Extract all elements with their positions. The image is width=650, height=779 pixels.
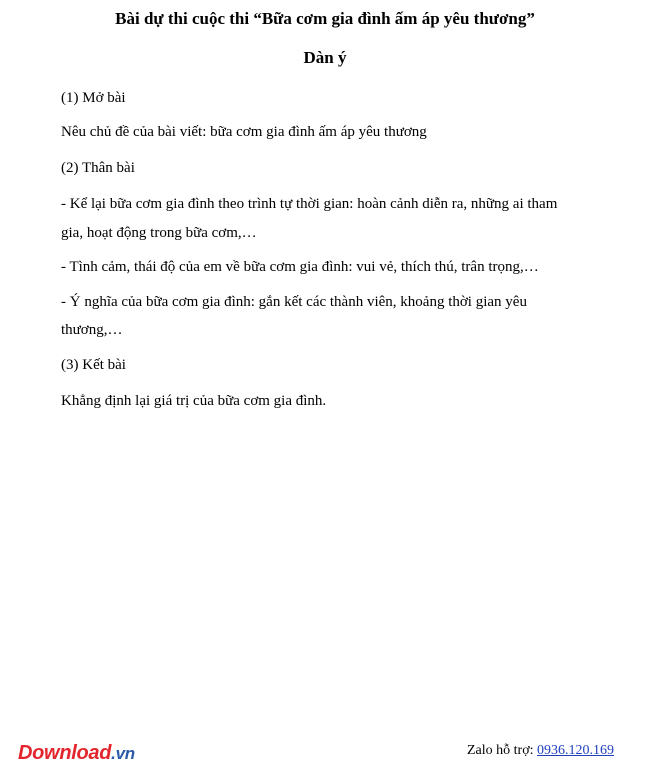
conclusion-text: Khẳng định lại giá trị của bữa cơm gia đình. xyxy=(61,393,327,409)
logo-main-text: Download xyxy=(18,742,112,764)
body-point-2: - Tình cảm, thái độ của em về bữa cơm gia đình: vui vẻ, thích thú, trân trọng,… xyxy=(61,259,539,275)
document-subtitle: Dàn ý xyxy=(303,48,347,67)
intro-text: Nêu chủ đề của bài viết: bữa cơm gia đình ấm áp yêu thương xyxy=(61,124,427,140)
body-point-1-line-2: gia, hoạt động trong bữa cơm,… xyxy=(61,225,257,241)
conclusion-heading: (3) Kết bài xyxy=(61,357,126,373)
intro-heading: (1) Mở bài xyxy=(61,90,126,106)
logo-ext-text: .vn xyxy=(111,744,135,763)
footer-contact xyxy=(467,741,614,761)
body-heading: (2) Thân bài xyxy=(61,160,135,176)
contact-phone-link[interactable]: 0936.120.169 xyxy=(537,743,614,758)
body-point-1-line-1: - Kể lại bữa cơm gia đình theo trình tự thời gian: hoàn cảnh diễn ra, những ai tham xyxy=(61,196,558,212)
body-point-3-line-2: thương,… xyxy=(61,322,123,338)
document-title: Bài dự thi cuộc thi “Bữa cơm gia đình ấm áp yêu thương” xyxy=(115,9,535,28)
contact-label: Zalo hỗ trợ: xyxy=(467,743,537,758)
body-point-3-line-1: - Ý nghĩa của bữa cơm gia đình: gắn kết các thành viên, khoảng thời gian yêu xyxy=(61,294,527,310)
download-vn-logo[interactable] xyxy=(18,740,135,767)
